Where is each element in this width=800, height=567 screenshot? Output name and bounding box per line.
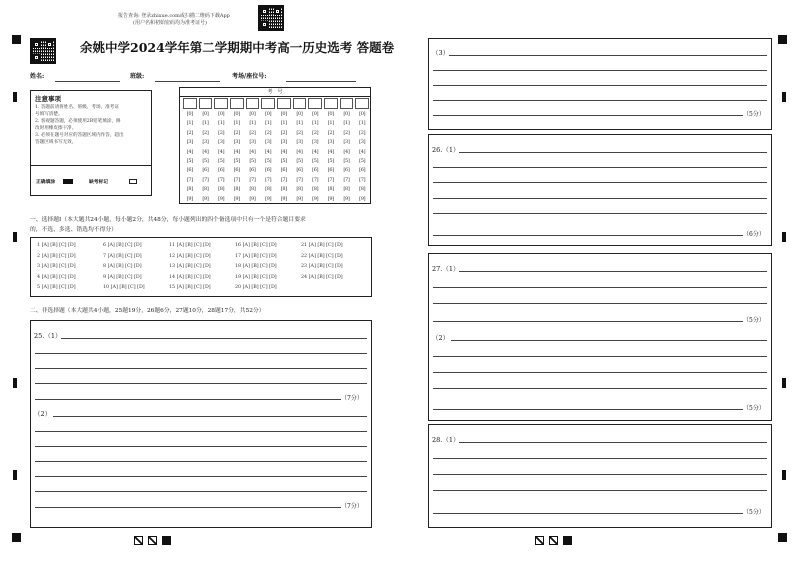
mc-question-bubbles[interactable]: 8 [A] [B] [C] [D]	[103, 264, 142, 269]
exam-digit-bubble[interactable]: [2]	[265, 129, 272, 136]
exam-number-write-box[interactable]	[261, 98, 275, 109]
timing-mark	[782, 92, 786, 102]
exam-digit-bubble[interactable]: [7]	[280, 176, 287, 183]
report-query-subline: (用户名和初始密码均为准考证号)	[133, 20, 207, 26]
answer-line[interactable]	[433, 321, 743, 322]
exam-digit-bubble[interactable]: [4]	[359, 148, 366, 155]
timing-mark	[13, 470, 17, 480]
exam-digit-bubble[interactable]: [4]	[296, 148, 303, 155]
exam-digit-bubble[interactable]: [3]	[218, 139, 225, 146]
mc-question-bubbles[interactable]: 9 [A] [B] [C] [D]	[103, 274, 142, 280]
exam-digit-bubble[interactable]: [9]	[233, 195, 240, 202]
exam-digit-bubble[interactable]: [3]	[265, 139, 272, 146]
answer-line[interactable]	[35, 507, 341, 508]
answer-line[interactable]	[433, 115, 743, 116]
q27-part2-label: （2）	[432, 334, 450, 342]
answer-line[interactable]	[433, 458, 767, 459]
exam-digit-bubble[interactable]: [6]	[296, 167, 303, 174]
answer-line[interactable]	[433, 388, 767, 389]
exam-digit-bubble[interactable]: [9]	[265, 195, 272, 202]
exam-digit-bubble[interactable]: [4]	[233, 148, 240, 155]
exam-digit-bubble[interactable]: [4]	[280, 148, 287, 155]
exam-digit-bubble[interactable]: [5]	[265, 158, 272, 165]
correct-fill-sample	[63, 179, 73, 184]
section1-title: 一、选择题Ⅰ（本大题共24小题，每小题2分，共48分，每小题列出的四个备选项中只有一个是符合题目要求	[30, 217, 306, 223]
exam-digit-bubble[interactable]: [7]	[343, 176, 350, 183]
section1-title-cont: 的，不选、多选、错选均不得分）	[30, 227, 117, 233]
answer-line[interactable]	[433, 167, 767, 168]
timing-mark	[13, 92, 17, 102]
exam-digit-bubble[interactable]: [9]	[312, 195, 319, 202]
exam-number-grid	[179, 87, 371, 204]
answer-line[interactable]	[35, 476, 367, 477]
exam-digit-bubble[interactable]: [8]	[312, 186, 319, 193]
answer-line[interactable]	[61, 338, 367, 339]
exam-digit-bubble[interactable]: [1]	[265, 120, 272, 127]
seat-label: 考场/座位号:	[232, 73, 267, 80]
answer-line[interactable]	[433, 356, 767, 357]
page-mark	[535, 536, 544, 545]
answer-line[interactable]	[433, 490, 767, 491]
exam-digit-bubble[interactable]: [0]	[296, 111, 303, 117]
exam-digit-bubble[interactable]: [1]	[327, 120, 334, 127]
notice-item: 号填写清楚。	[35, 112, 63, 117]
q25-part3-label: （3）	[432, 49, 450, 57]
exam-digit-bubble[interactable]: [7]	[296, 176, 303, 183]
answer-line[interactable]	[433, 474, 767, 475]
exam-digit-bubble[interactable]: [0]	[218, 111, 225, 117]
exam-digit-bubble[interactable]: [0]	[265, 111, 272, 117]
answer-line[interactable]	[35, 461, 367, 462]
notice-item: 2. 客观题答题，必须使用2B铅笔填涂，修	[35, 119, 121, 124]
exam-digit-bubble[interactable]: [4]	[249, 148, 256, 155]
exam-number-write-box[interactable]	[355, 98, 369, 109]
page-mark	[563, 536, 572, 545]
mc-question-bubbles[interactable]: 24 [A] [B] [C] [D]	[301, 274, 343, 280]
exam-digit-bubble[interactable]: [7]	[327, 176, 334, 183]
exam-digit-bubble[interactable]: [8]	[359, 186, 366, 193]
exam-digit-bubble[interactable]: [9]	[359, 195, 366, 202]
exam-digit-bubble[interactable]: [4]	[265, 148, 272, 155]
answer-line[interactable]	[433, 70, 767, 71]
mc-question-bubbles[interactable]: 12 [A] [B] [C] [D]	[169, 253, 211, 259]
exam-digit-bubble[interactable]: [2]	[249, 129, 256, 136]
exam-number-write-box[interactable]	[293, 98, 307, 109]
exam-number-write-box[interactable]	[214, 98, 228, 109]
exam-number-write-box[interactable]	[308, 98, 322, 109]
answer-line[interactable]	[35, 491, 367, 492]
answer-line[interactable]	[451, 340, 767, 341]
absent-mark-label: 缺考标记	[89, 179, 109, 185]
exam-digit-bubble[interactable]: [9]	[343, 195, 350, 202]
name-field[interactable]	[55, 81, 120, 82]
exam-digit-bubble[interactable]: [0]	[343, 111, 350, 117]
exam-digit-bubble[interactable]: [6]	[249, 167, 256, 174]
mc-question-bubbles[interactable]: 19 [A] [B] [C] [D]	[235, 274, 277, 280]
answer-line[interactable]	[433, 198, 767, 199]
exam-digit-bubble[interactable]: [3]	[233, 139, 240, 146]
exam-digit-bubble[interactable]: [8]	[186, 186, 193, 193]
exam-digit-bubble[interactable]: [1]	[218, 120, 225, 127]
notice-title: 注意事项	[35, 95, 61, 103]
notice-item: 答题区域书写无效。	[35, 140, 77, 145]
exam-digit-bubble[interactable]: [0]	[249, 111, 256, 117]
exam-digit-bubble[interactable]: [0]	[327, 111, 334, 117]
exam-number-write-box[interactable]	[277, 98, 291, 109]
exam-digit-bubble[interactable]: [6]	[327, 167, 334, 174]
page-mark	[549, 536, 558, 545]
exam-digit-bubble[interactable]: [1]	[343, 120, 350, 127]
mc-question-bubbles[interactable]: 7 [A] [B] [C] [D]	[103, 253, 142, 259]
answer-line[interactable]	[459, 442, 767, 443]
q25-score1: （7分）	[341, 395, 363, 402]
exam-digit-bubble[interactable]: [2]	[186, 129, 193, 136]
exam-digit-bubble[interactable]: [3]	[343, 139, 350, 146]
answer-line[interactable]	[433, 213, 767, 214]
mc-question-bubbles[interactable]: 20 [A] [B] [C] [D]	[235, 285, 277, 290]
exam-number-write-box[interactable]	[324, 98, 338, 109]
answer-line[interactable]	[433, 100, 767, 101]
answer-line[interactable]	[433, 235, 743, 236]
exam-digit-bubble[interactable]: [1]	[233, 120, 240, 127]
mc-question-bubbles[interactable]: 22 [A] [B] [C] [D]	[301, 253, 343, 259]
exam-digit-bubble[interactable]: [8]	[343, 186, 350, 193]
registration-mark	[778, 35, 787, 44]
exam-digit-bubble[interactable]: [1]	[312, 120, 319, 127]
exam-digit-bubble[interactable]: [7]	[249, 176, 256, 183]
exam-digit-bubble[interactable]: [6]	[359, 167, 366, 174]
exam-digit-bubble[interactable]: [2]	[280, 129, 287, 136]
answer-line[interactable]	[459, 271, 767, 272]
exam-digit-bubble[interactable]: [3]	[327, 139, 334, 146]
answer-line[interactable]	[433, 513, 743, 514]
correct-fill-label: 正确填涂	[36, 179, 56, 185]
exam-digit-bubble[interactable]: [6]	[186, 167, 193, 174]
exam-digit-bubble[interactable]: [2]	[233, 129, 240, 136]
app-qr-code[interactable]	[258, 5, 284, 31]
exam-digit-bubble[interactable]: [9]	[186, 195, 193, 202]
registration-mark	[12, 533, 21, 542]
answer-line[interactable]	[449, 55, 767, 56]
exam-digit-bubble[interactable]: [5]	[327, 158, 334, 165]
q27-score1: （5分）	[743, 317, 765, 324]
answer-line[interactable]	[433, 303, 767, 304]
exam-digit-bubble[interactable]: [2]	[202, 129, 209, 136]
class-label: 班级:	[130, 73, 145, 80]
exam-digit-bubble[interactable]: [0]	[312, 111, 319, 117]
exam-digit-bubble[interactable]: [4]	[202, 148, 209, 155]
timing-mark	[13, 232, 17, 242]
exam-digit-bubble[interactable]: [6]	[312, 167, 319, 174]
exam-number-write-box[interactable]	[183, 98, 197, 109]
q28-answer-box	[428, 424, 772, 528]
mc-question-bubbles[interactable]: 11 [A] [B] [C] [D]	[169, 243, 211, 248]
mc-question-bubbles[interactable]: 13 [A] [B] [C] [D]	[169, 264, 211, 269]
exam-digit-bubble[interactable]: [7]	[359, 176, 366, 183]
q28-score: （5分）	[743, 509, 765, 516]
exam-digit-bubble[interactable]: [0]	[359, 111, 366, 117]
exam-digit-bubble[interactable]: [1]	[296, 120, 303, 127]
exam-digit-bubble[interactable]: [3]	[296, 139, 303, 146]
exam-digit-bubble[interactable]: [7]	[312, 176, 319, 183]
exam-digit-bubble[interactable]: [0]	[280, 111, 287, 117]
answer-line[interactable]	[35, 383, 367, 384]
seat-field[interactable]	[286, 81, 356, 82]
exam-digit-bubble[interactable]: [9]	[296, 195, 303, 202]
exam-digit-bubble[interactable]: [5]	[202, 158, 209, 165]
exam-digit-bubble[interactable]: [5]	[296, 158, 303, 165]
mc-question-bubbles[interactable]: 2 [A] [B] [C] [D]	[37, 253, 76, 259]
page-mark	[162, 536, 171, 545]
mc-question-bubbles[interactable]: 23 [A] [B] [C] [D]	[301, 264, 343, 269]
exam-number-write-box[interactable]	[246, 98, 260, 109]
answer-line[interactable]	[433, 409, 743, 410]
answer-line[interactable]	[35, 399, 341, 400]
absent-mark-box[interactable]	[129, 179, 137, 184]
page-title: 余姚中学2024学年第二学期期中考高一历史选考 答题卷	[80, 40, 395, 55]
mc-question-bubbles[interactable]: 18 [A] [B] [C] [D]	[235, 264, 277, 269]
registration-mark	[12, 35, 21, 44]
page-mark	[148, 536, 157, 545]
mc-question-bubbles[interactable]: 10 [A] [B] [C] [D]	[103, 285, 145, 290]
exam-digit-bubble[interactable]: [1]	[202, 120, 209, 127]
mc-answer-box	[30, 237, 372, 297]
exam-digit-bubble[interactable]: [4]	[312, 148, 319, 155]
exam-digit-bubble[interactable]: [9]	[218, 195, 225, 202]
timing-mark	[782, 378, 786, 388]
exam-digit-bubble[interactable]: [7]	[233, 176, 240, 183]
exam-digit-bubble[interactable]: [1]	[186, 120, 193, 127]
exam-digit-bubble[interactable]: [0]	[186, 111, 193, 117]
exam-digit-bubble[interactable]: [8]	[327, 186, 334, 193]
exam-digit-bubble[interactable]: [2]	[296, 129, 303, 136]
exam-digit-bubble[interactable]: [5]	[359, 158, 366, 165]
timing-mark	[13, 378, 17, 388]
exam-digit-bubble[interactable]: [5]	[233, 158, 240, 165]
mc-question-bubbles[interactable]: 5 [A] [B] [C] [D]	[37, 285, 76, 290]
exam-digit-bubble[interactable]: [9]	[327, 195, 334, 202]
notice-box	[30, 90, 152, 196]
exam-digit-bubble[interactable]: [2]	[327, 129, 334, 136]
section2-title: 二、非选择题（本大题共4小题，25题19分，26题6分，27题10分，28题17分，共52分）	[30, 308, 265, 314]
exam-digit-bubble[interactable]: [7]	[186, 176, 193, 183]
exam-digit-bubble[interactable]: [6]	[233, 167, 240, 174]
q26-part1-label: 26.（1）	[432, 146, 460, 154]
q25-part2-label: （2）	[34, 410, 52, 418]
exam-digit-bubble[interactable]: [3]	[186, 139, 193, 146]
exam-digit-bubble[interactable]: [6]	[343, 167, 350, 174]
exam-digit-bubble[interactable]: [4]	[186, 148, 193, 155]
exam-digit-bubble[interactable]: [0]	[233, 111, 240, 117]
answer-line[interactable]	[459, 152, 767, 153]
exam-digit-bubble[interactable]: [8]	[265, 186, 272, 193]
exam-digit-bubble[interactable]: [7]	[218, 176, 225, 183]
exam-digit-bubble[interactable]: [5]	[218, 158, 225, 165]
q27-answer-box	[428, 253, 772, 421]
answer-line[interactable]	[433, 182, 767, 183]
exam-number-write-box[interactable]	[199, 98, 213, 109]
exam-digit-bubble[interactable]: [4]	[327, 148, 334, 155]
exam-digit-bubble[interactable]: [6]	[218, 167, 225, 174]
exam-digit-bubble[interactable]: [5]	[343, 158, 350, 165]
exam-digit-bubble[interactable]: [6]	[280, 167, 287, 174]
answer-line[interactable]	[35, 446, 367, 447]
answer-line[interactable]	[35, 431, 367, 432]
exam-digit-bubble[interactable]: [8]	[296, 186, 303, 193]
q25-score2: （7分）	[341, 503, 363, 510]
mc-question-bubbles[interactable]: 4 [A] [B] [C] [D]	[37, 274, 76, 280]
notice-item: 3. 必须在题号对应的答题区域内作答，超出	[35, 133, 124, 138]
mc-question-bubbles[interactable]: 6 [A] [B] [C] [D]	[103, 243, 142, 248]
mc-question-bubbles[interactable]: 16 [A] [B] [C] [D]	[235, 243, 277, 248]
q27-part1-label: 27.（1）	[432, 265, 460, 273]
exam-digit-bubble[interactable]: [2]	[218, 129, 225, 136]
exam-number-write-box[interactable]	[340, 98, 354, 109]
exam-digit-bubble[interactable]: [5]	[312, 158, 319, 165]
exam-digit-bubble[interactable]: [6]	[265, 167, 272, 174]
name-label: 姓名:	[30, 73, 45, 80]
answer-line[interactable]	[53, 416, 367, 417]
q28-part1-label: 28.（1）	[432, 436, 460, 444]
exam-digit-bubble[interactable]: [3]	[202, 139, 209, 146]
exam-digit-bubble[interactable]: [5]	[280, 158, 287, 165]
q25-answer-box	[30, 320, 372, 528]
exam-digit-bubble[interactable]: [6]	[202, 167, 209, 174]
exam-digit-bubble[interactable]: [3]	[280, 139, 287, 146]
report-query-line: 报告查询: 登录zhixue.com或扫描二维码下载App	[118, 13, 230, 19]
answer-line[interactable]	[433, 85, 767, 86]
registration-mark	[778, 533, 787, 542]
exam-digit-bubble[interactable]: [8]	[202, 186, 209, 193]
mc-question-bubbles[interactable]: 14 [A] [B] [C] [D]	[169, 274, 211, 280]
exam-digit-bubble[interactable]: [7]	[202, 176, 209, 183]
exam-digit-bubble[interactable]: [4]	[218, 148, 225, 155]
answer-line[interactable]	[35, 368, 367, 369]
exam-digit-bubble[interactable]: [2]	[359, 129, 366, 136]
exam-digit-bubble[interactable]: [2]	[343, 129, 350, 136]
exam-digit-bubble[interactable]: [8]	[233, 186, 240, 193]
mc-question-bubbles[interactable]: 3 [A] [B] [C] [D]	[37, 264, 76, 269]
q25-part3-box	[428, 38, 772, 130]
class-field[interactable]	[155, 81, 220, 82]
exam-digit-bubble[interactable]: [8]	[218, 186, 225, 193]
exam-digit-bubble[interactable]: [2]	[312, 129, 319, 136]
mc-question-bubbles[interactable]: 21 [A] [B] [C] [D]	[301, 243, 343, 248]
exam-digit-bubble[interactable]: [8]	[280, 186, 287, 193]
mc-question-bubbles[interactable]: 17 [A] [B] [C] [D]	[235, 253, 277, 259]
exam-digit-bubble[interactable]: [0]	[202, 111, 209, 117]
exam-digit-bubble[interactable]: [1]	[280, 120, 287, 127]
q26-answer-box	[428, 134, 772, 246]
exam-digit-bubble[interactable]: [3]	[312, 139, 319, 146]
answer-line[interactable]	[433, 287, 767, 288]
timing-mark	[782, 232, 786, 242]
exam-digit-bubble[interactable]: [1]	[249, 120, 256, 127]
notice-item: 1. 答题前请将姓名、班级、考场、准考证	[35, 105, 119, 110]
student-qr-code	[30, 38, 56, 64]
mc-question-bubbles[interactable]: 1 [A] [B] [C] [D]	[37, 243, 76, 248]
exam-digit-bubble[interactable]: [7]	[265, 176, 272, 183]
answer-line[interactable]	[433, 372, 767, 373]
exam-digit-bubble[interactable]: [3]	[359, 139, 366, 146]
exam-digit-bubble[interactable]: [9]	[249, 195, 256, 202]
exam-digit-bubble[interactable]: [9]	[280, 195, 287, 202]
q26-score: （6分）	[743, 231, 765, 238]
page-mark	[134, 536, 143, 545]
exam-digit-bubble[interactable]: [9]	[202, 195, 209, 202]
exam-digit-bubble[interactable]: [1]	[359, 120, 366, 127]
exam-digit-bubble[interactable]: [5]	[249, 158, 256, 165]
timing-mark	[782, 470, 786, 480]
q27-score2: （5分）	[743, 405, 765, 412]
notice-item: 改时用橡皮擦干净。	[35, 126, 77, 131]
exam-digit-bubble[interactable]: [3]	[249, 139, 256, 146]
exam-digit-bubble[interactable]: [4]	[343, 148, 350, 155]
mc-question-bubbles[interactable]: 15 [A] [B] [C] [D]	[169, 285, 211, 290]
exam-digit-bubble[interactable]: [8]	[249, 186, 256, 193]
q25-score3: （5分）	[743, 111, 765, 118]
exam-number-write-box[interactable]	[230, 98, 244, 109]
exam-digit-bubble[interactable]: [5]	[186, 158, 193, 165]
q25-part1-label: 25.（1）	[34, 332, 62, 340]
exam-number-header: 考 号	[180, 88, 370, 97]
answer-line[interactable]	[35, 353, 367, 354]
